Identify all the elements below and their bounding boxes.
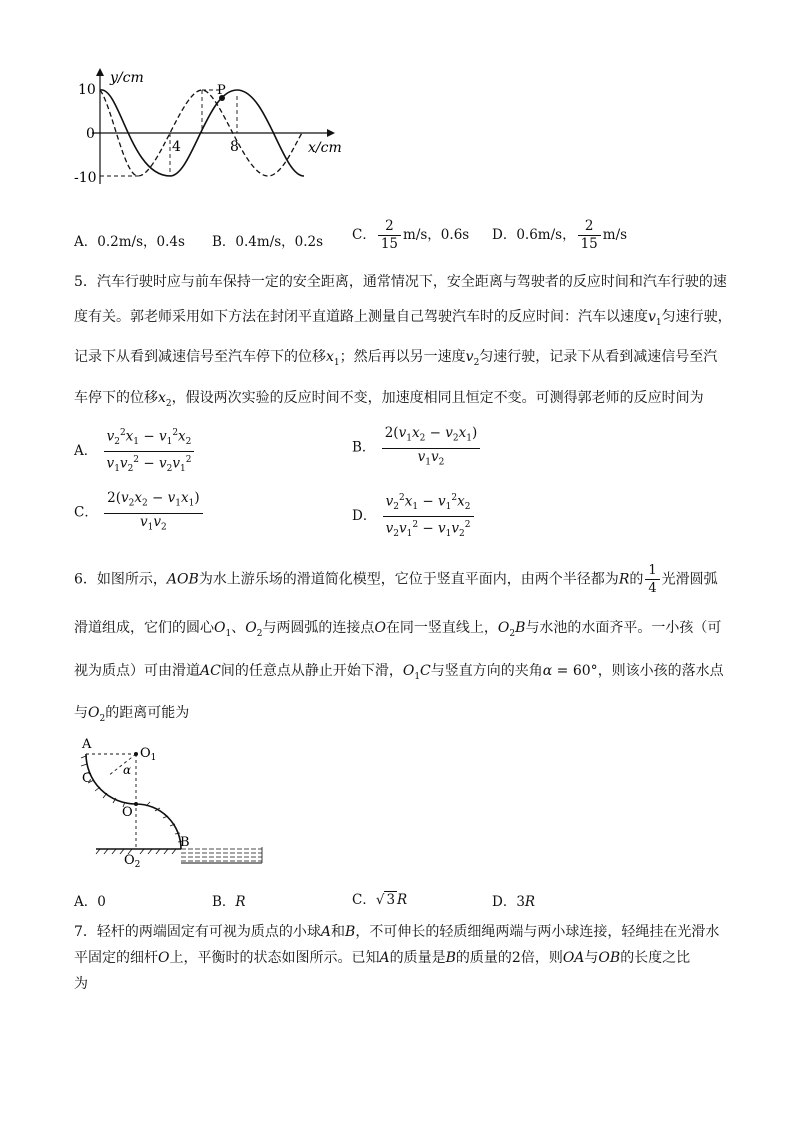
label-o: O (122, 805, 133, 820)
q6-line-3: 视为质点）可由滑道AC间的任意点从静止开始下滑，$O_1C$与竖直方向的夹角α = 60°，则该小孩的落水点 (74, 663, 724, 682)
q6-option-a: A．0 (74, 894, 106, 910)
q5-line-1: 5．汽车行驶时应与前车保持一定的安全距离，通常情况下，安全距离与驾驶者的反应时间和汽车行驶的速 (74, 274, 727, 290)
slide-arc-lower (136, 804, 181, 849)
q6-option-d: D．3R (492, 894, 536, 910)
q4-option-d: D．0.6m/s， $\frac{2}{15}$ m/s (492, 218, 628, 252)
point-p-label: P (217, 83, 226, 98)
q6-option-b: B．R (212, 894, 246, 910)
q4-option-c: C． $\frac{2}{15}$ m/s，0.6s (352, 218, 470, 252)
q5-line-3: 记录下从看到减速信号至汽车停下的位移$x_1$；然后再以另一速度$v_2$匀速行驶，记录下从看到减速信号至汽 (74, 349, 718, 368)
label-o1: $O_1$ (140, 746, 157, 763)
q7-line-3: 为 (74, 976, 88, 992)
tick-8: 8 (230, 139, 239, 155)
water-surface (181, 849, 262, 861)
label-alpha: α (123, 763, 132, 777)
label-a: A (82, 737, 92, 752)
slide-arc-upper (86, 754, 136, 804)
label-o2: $O_2$ (124, 853, 141, 868)
tick-0: 0 (86, 126, 95, 142)
label-b: B (180, 835, 190, 850)
q5-option-b: B． $\frac{2(v_1x_2 - v_2x_1)}{v_1v_2}$ (352, 425, 482, 471)
slide-figure (76, 734, 266, 868)
q6-option-c: C．√ 3 R (352, 892, 408, 908)
q5-option-a: A． $\frac{v_2^2x_1 - v_1^2x_2}{v_1v_2^2 - v_2v_1^2}$ (74, 425, 196, 478)
q5-option-d: D． $\frac{v_2^2x_1 - v_1^2x_2}{v_2v_1^2 - v_1v_2^2}$ (352, 490, 476, 543)
y-axis-arrow (96, 68, 104, 76)
q6-line-4: 与$O_2$的距离可能为 (74, 705, 190, 724)
tick-10: 10 (78, 82, 96, 98)
q4-option-b: B．0.4m/s，0.2s (212, 234, 324, 250)
x-axis-arrow (327, 129, 335, 137)
q4-option-a: A．0.2m/s，0.4s (74, 234, 185, 250)
q7-line-1: 7．轻杆的两端固定有可视为质点的小球A和B，不可伸长的轻质细绳两端与两小球连接，轻绳挂在光滑水 (74, 924, 720, 940)
q7-line-2: 平固定的细杆O上，平衡时的状态如图所示。已知A的质量是B的质量的2倍，则OA与OB的长度之比 (74, 950, 691, 966)
q5-line-4: 车停下的位移$x_2$，假设两次实验的反应时间不变，加速度相同且恒定不变。可测得郭老师的反应时间为 (74, 390, 704, 409)
q6-line-2: 滑道组成，它们的圆心$O_1$、$O_2$与两圆弧的连接点O在同一竖直线上，$O_2B$与水池的水面齐平。一小孩（可 (74, 620, 722, 639)
q6-line-1: 6．如图所示，AOB为水上游乐场的滑道简化模型，它位于竖直平面内，由两个半径都为R的 $\frac{1}{4}$ 光滑圆弧 (74, 563, 718, 596)
tick-4: 4 (172, 139, 181, 155)
q5-line-2: 度有关。郭老师采用如下方法在封闭平直道路上测量自己驾驶汽车时的反应时间：汽车以速度$v_1$匀速行驶， (74, 309, 732, 328)
x-axis-label: x/cm (308, 140, 342, 156)
q5-option-c: C． $\frac{2(v_2x_2 - v_1x_1)}{v_1v_2}$ (74, 490, 205, 536)
label-c: C (82, 771, 92, 786)
y-axis-label: y/cm (110, 70, 144, 86)
wave-figure (72, 66, 362, 194)
tick-neg10: -10 (74, 170, 97, 186)
